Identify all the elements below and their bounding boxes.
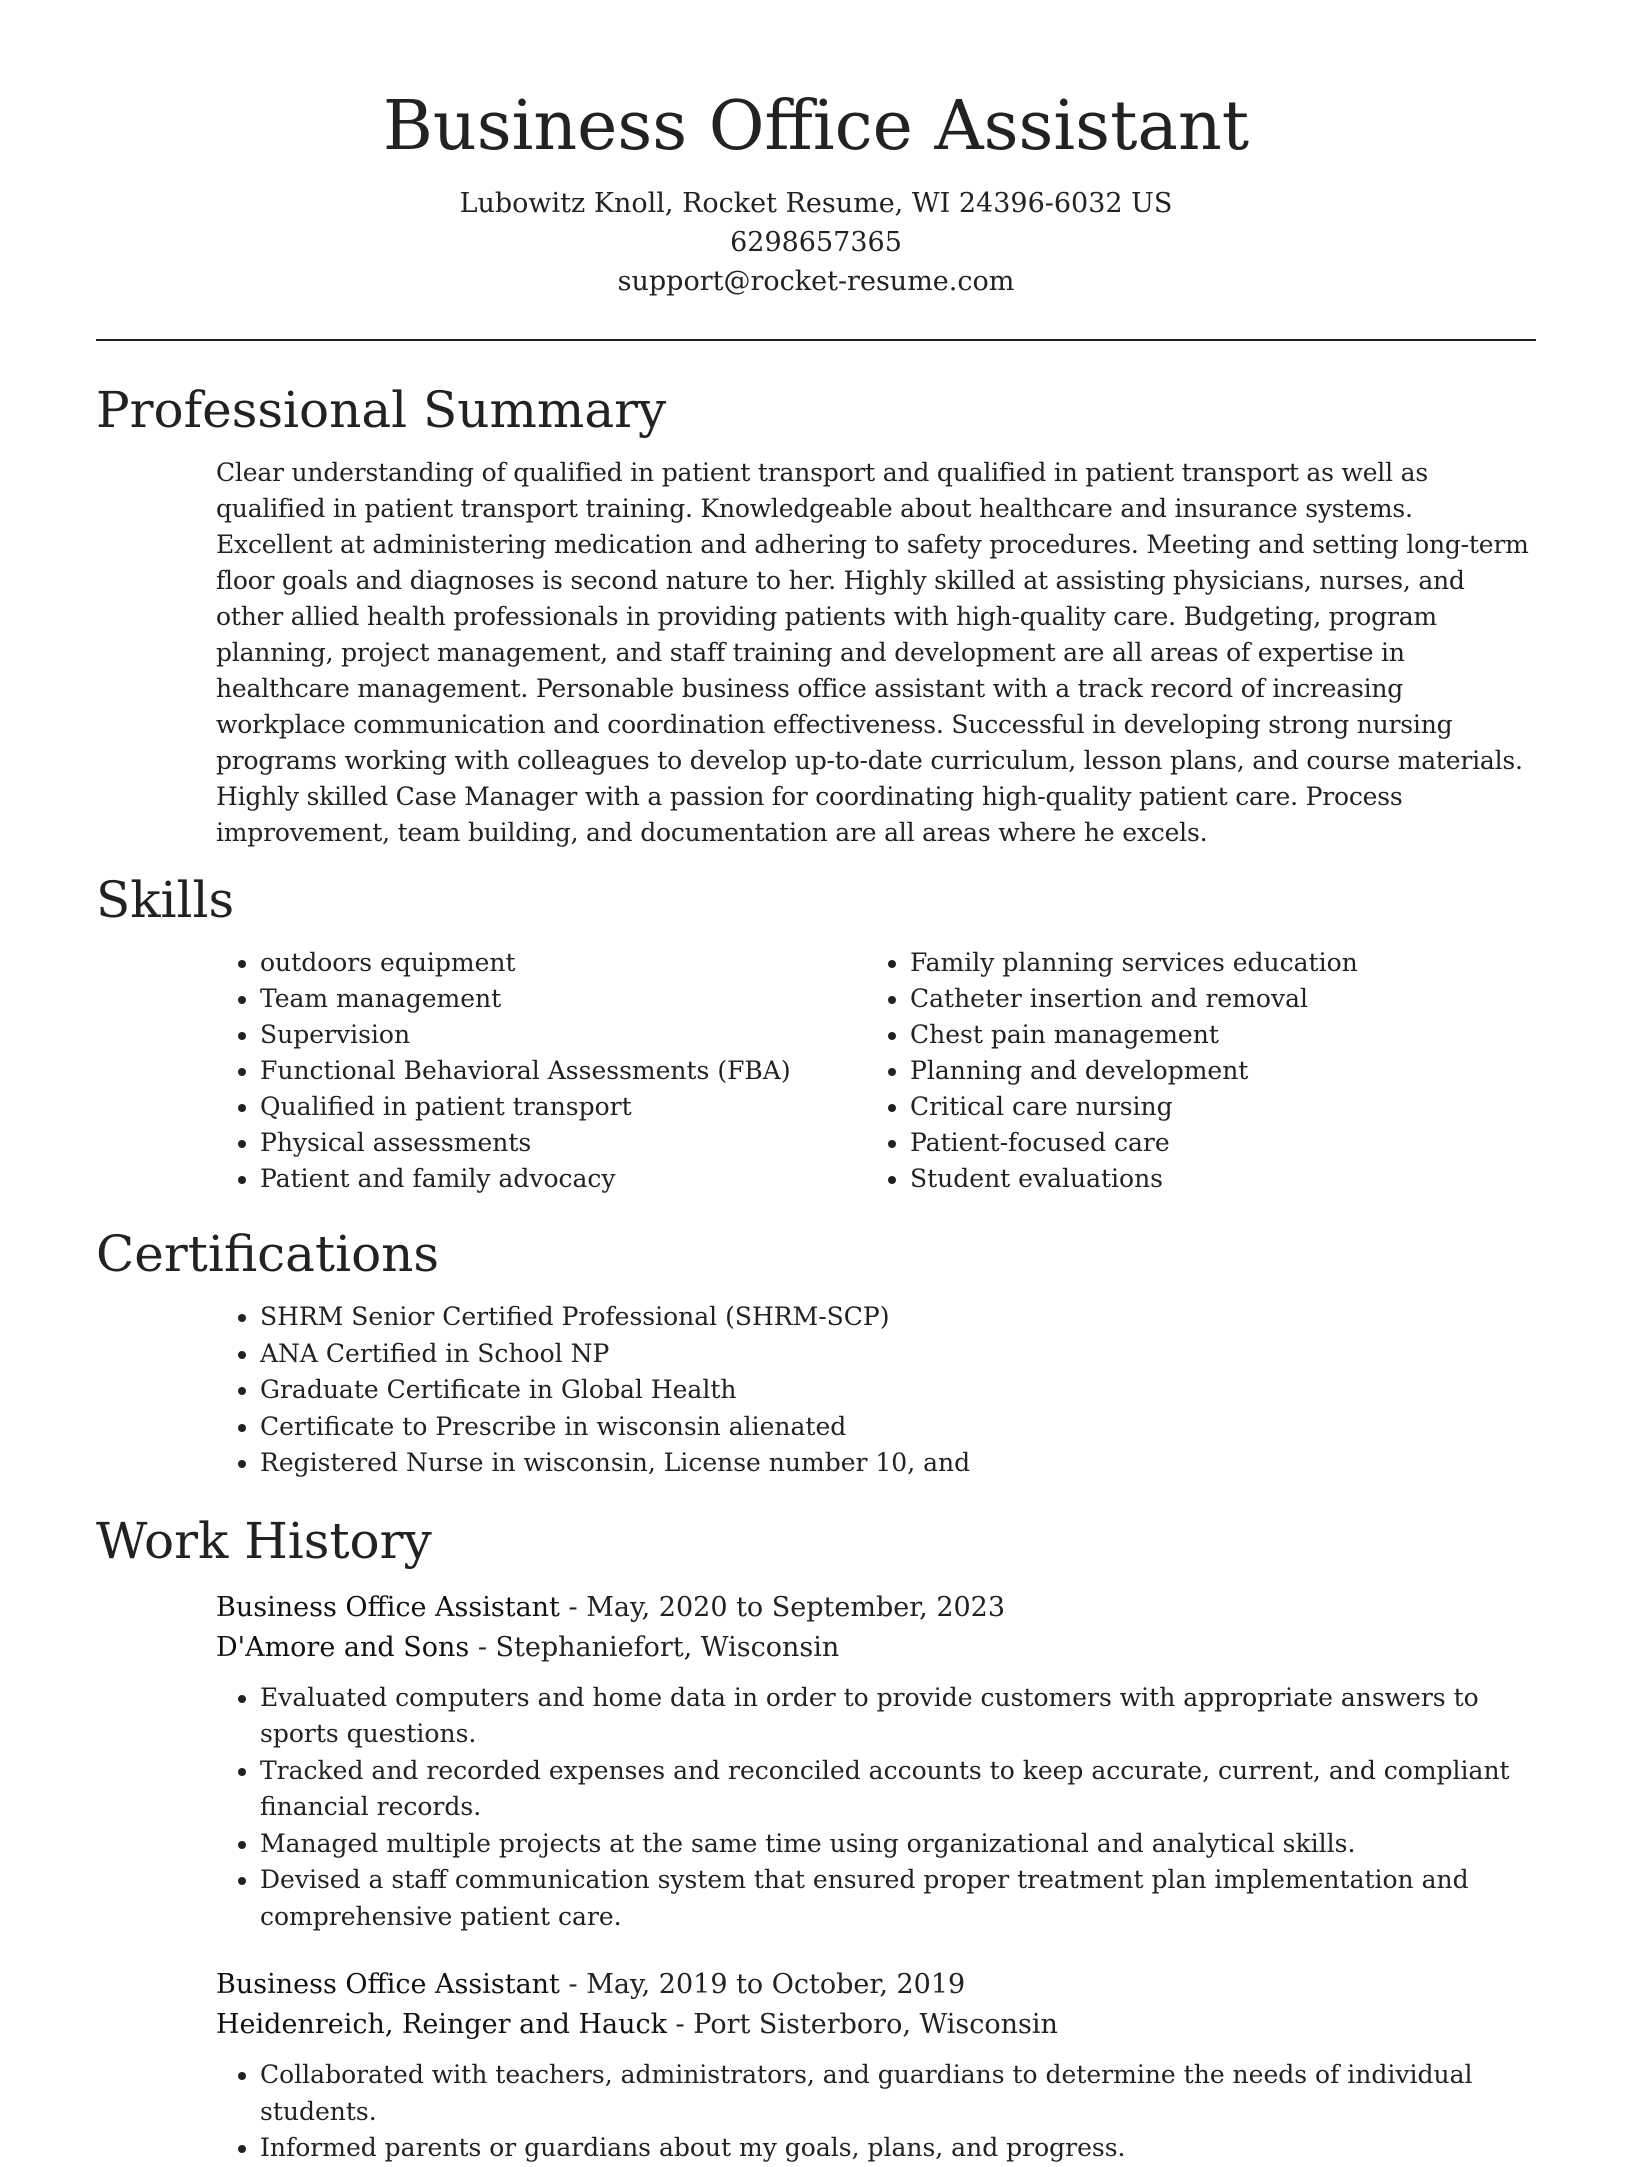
header-divider [96,339,1536,341]
summary-title: Professional Summary [96,381,667,439]
job-bullets [216,1680,1536,1936]
skill-item: • Patient and family advocacy [260,1161,866,1197]
certification-item: • SHRM Senior Certified Professional (SHRM-SCP) [260,1299,1536,1336]
job-entry [216,1588,1536,1936]
job-bullet: • Informed parents or guardians about my goals, plans, and progress. [260,2130,1536,2167]
skills-grid [216,945,1536,1197]
skills-column-right [866,945,1516,1197]
contact-email: support@rocket-resume.com [617,266,1015,297]
resume-page [96,0,1536,2167]
job-company: D'Amore and Sons [216,1631,470,1663]
work-history-section [96,1508,1536,2167]
job-company: Heidenreich, Reinger and Hauck [216,2009,667,2040]
contact-block [96,184,1536,301]
skills-section [96,867,1536,1197]
certifications-title: Certifications [96,1225,440,1283]
job-role-line [216,1588,1536,1628]
skill-item: • Team management [260,981,866,1017]
certification-item: • ANA Certified in School NP [260,1336,1536,1373]
skill-item: • Physical assessments [260,1125,866,1161]
skill-item: • Family planning services education [910,945,1516,981]
job-company-line [216,1628,1536,1668]
skill-item: • Patient-focused care [910,1125,1516,1161]
skill-item: • outdoors equipment [260,945,866,981]
job-role: Business Office Assistant [216,1969,560,2000]
certification-item: • Registered Nurse in wisconsin, License number 10, and [260,1445,1536,1482]
resume-name: Business Office Assistant [382,87,1250,166]
job-dates: - May, 2019 to October, 2019 [559,1969,966,2000]
skill-item: • Functional Behavioral Assessments (FBA) [260,1053,866,1089]
skill-item: • Qualified in patient transport [260,1089,866,1125]
job-bullet: • Evaluated computers and home data in order to provide customers with appropriate answers to sports questions. [260,1680,1536,1753]
resume-header [96,0,1536,301]
job-bullet: • Devised a staff communication system that ensured proper treatment plan implementation and comprehensive patient care. [260,1862,1536,1935]
job-location: - Port Sisterboro, Wisconsin [666,2009,1058,2040]
summary-section [96,377,1536,851]
skill-item: • Student evaluations [910,1161,1516,1197]
contact-phone: 6298657365 [730,227,902,258]
job-bullet: • Tracked and recorded expenses and reconciled accounts to keep accurate, current, and compliant financial records. [260,1753,1536,1826]
job-location: - Stephaniefort, Wisconsin [469,1631,840,1663]
skill-item: • Chest pain management [910,1017,1516,1053]
skill-item: • Supervision [260,1017,866,1053]
skills-title: Skills [96,871,235,929]
skills-column-left [216,945,866,1197]
job-role-line [216,1965,1536,2005]
work-history-title: Work History [96,1511,432,1570]
job-role: Business Office Assistant [216,1591,560,1623]
certifications-list [216,1299,1536,1482]
job-bullets [216,2057,1536,2167]
skill-item: • Planning and development [910,1053,1516,1089]
certification-item: • Graduate Certificate in Global Health [260,1372,1536,1409]
certification-item: • Certificate to Prescribe in wisconsin alienated [260,1409,1536,1446]
skill-item: • Catheter insertion and removal [910,981,1516,1017]
contact-address: Lubowitz Knoll, Rocket Resume, WI 24396-6032 US [459,188,1173,219]
job-company-line [216,2005,1536,2045]
job-bullet: • Collaborated with teachers, administrators, and guardians to determine the needs of individual students. [260,2057,1536,2130]
summary-text: Clear understanding of qualified in patient transport and qualified in patient transport as well as qualified in patient transport training. Knowledgeable about healthcare and insurance systems. Excellent at administering medication and adhering to safety procedures. Meeting and setting long-term floor goals and diagnoses is second nature to her. Highly skilled at assisting physicians, nurses, and other allied health professionals in providing patients with high-quality care. Budgeting, program planning, project management, and staff training and development are all areas of expertise in healthcare management. Personable business office assistant with a track record of increasing workplace communication and coordination effectiveness. Successful in developing strong nursing programs working with colleagues to develop up-to-date curriculum, lesson plans, and course materials. Highly skilled Case Manager with a passion for coordinating high-quality patient care. Process improvement, team building, and documentation are all areas where he excels. [216,458,1529,847]
job-entry [216,1965,1536,2167]
job-bullet: • Managed multiple projects at the same time using organizational and analytical skills. [260,1826,1536,1863]
certifications-section [96,1221,1536,1482]
skill-item: • Critical care nursing [910,1089,1516,1125]
job-dates: - May, 2020 to September, 2023 [559,1591,1006,1623]
